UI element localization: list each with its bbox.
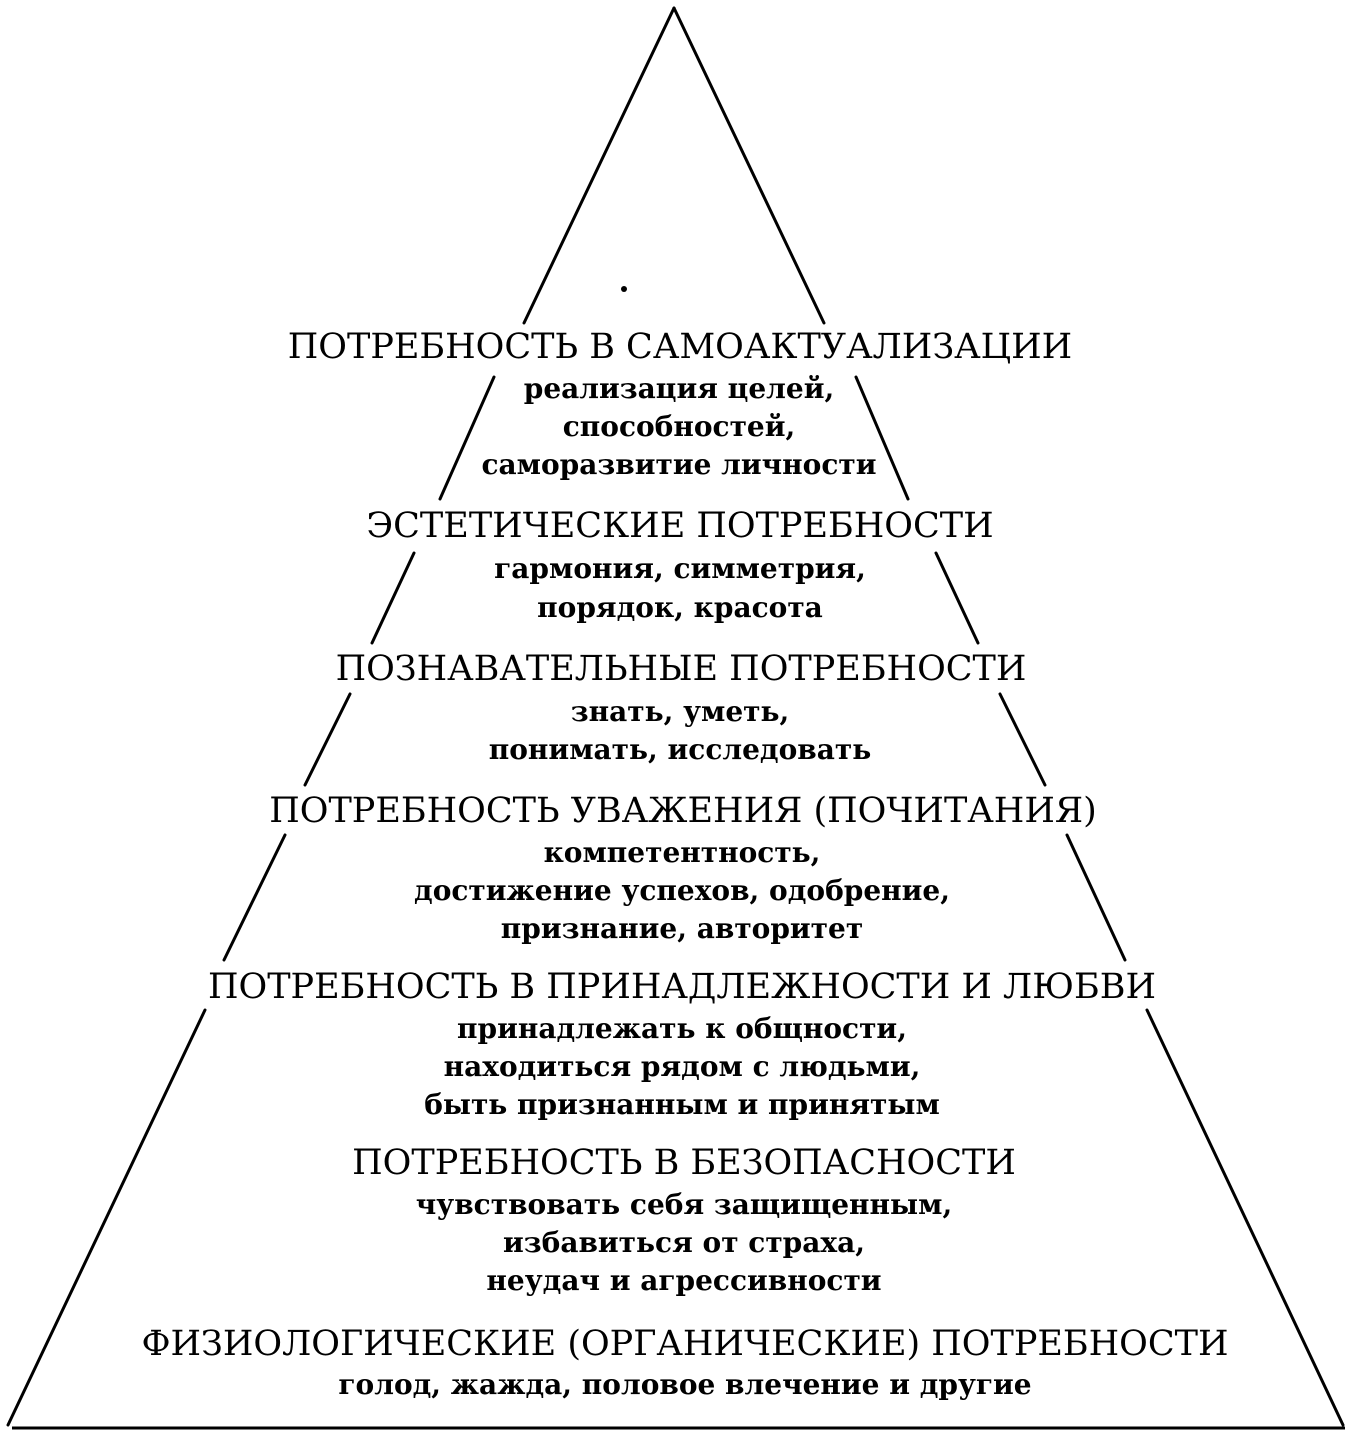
level-title: ПОТРЕБНОСТЬ В САМОАКТУАЛИЗАЦИИ xyxy=(287,327,1073,367)
level-description-line: находиться рядом с людьми, xyxy=(443,1050,921,1083)
level-description-line: гармония, симметрия, xyxy=(494,552,866,585)
level-title: ПОТРЕБНОСТЬ УВАЖЕНИЯ (ПОЧИТАНИЯ) xyxy=(269,791,1097,831)
level-title: ПОЗНАВАТЕЛЬНЫЕ ПОТРЕБНОСТИ xyxy=(335,649,1027,689)
level-description-line: принадлежать к общности, xyxy=(457,1012,907,1045)
level-title: ПОТРЕБНОСТЬ В ПРИНАДЛЕЖНОСТИ И ЛЮБВИ xyxy=(207,967,1157,1007)
level-description-line: избавиться от страха, xyxy=(503,1226,865,1259)
level-description-line: знать, уметь, xyxy=(570,695,790,728)
level-esteem xyxy=(269,791,1097,945)
level-aesthetic xyxy=(366,506,993,624)
level-description-line: признание, авторитет xyxy=(500,912,864,945)
level-belonging xyxy=(208,967,1156,1121)
dot-mark xyxy=(621,286,627,292)
level-description-line: быть признанным и принятым xyxy=(424,1088,940,1121)
level-title: ПОТРЕБНОСТЬ В БЕЗОПАСНОСТИ xyxy=(352,1143,1016,1183)
level-description-line: способностей, xyxy=(562,410,796,443)
level-safety xyxy=(352,1143,1016,1297)
level-description-line: неудач и агрессивности xyxy=(486,1264,882,1297)
level-description-line: понимать, исследовать xyxy=(488,733,872,766)
level-description-line: голод, жажда, половое влечение и другие xyxy=(338,1368,1032,1401)
level-description-line: реализация целей, xyxy=(523,372,835,405)
level-description-line: порядок, красота xyxy=(537,591,823,624)
level-description-line: компетентность, xyxy=(543,836,821,869)
level-description-line: достижение успехов, одобрение, xyxy=(414,874,950,907)
level-description-line: саморазвитие личности xyxy=(481,448,877,481)
level-description-line: чувствовать себя защищенным, xyxy=(415,1188,953,1221)
level-title: ЭСТЕТИЧЕСКИЕ ПОТРЕБНОСТИ xyxy=(366,506,994,546)
level-cognitive xyxy=(336,649,1027,766)
level-physiological xyxy=(141,1324,1228,1401)
level-title: ФИЗИОЛОГИЧЕСКИЕ (ОРГАНИЧЕСКИЕ) ПОТРЕБНОСТИ xyxy=(141,1324,1229,1364)
level-self-actualization xyxy=(288,327,1072,481)
